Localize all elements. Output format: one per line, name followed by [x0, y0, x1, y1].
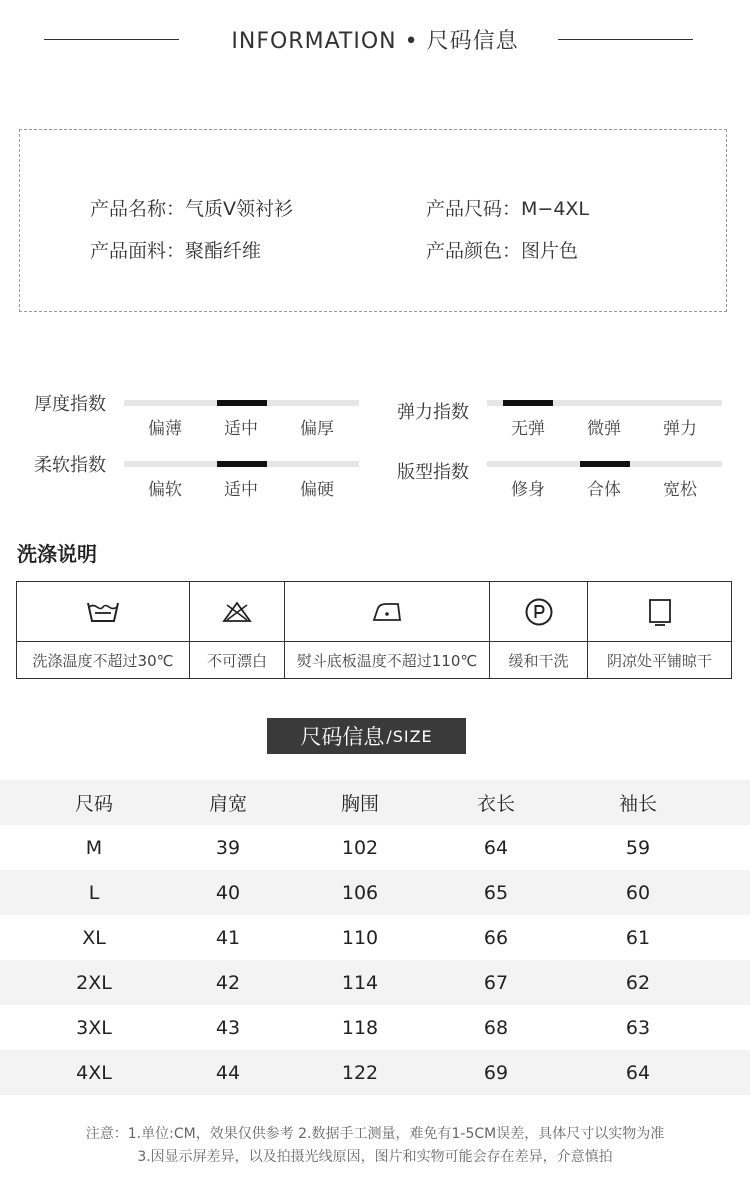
index-option: 适中 [224, 419, 258, 439]
index-option: 宽松 [663, 480, 697, 500]
care-cell [285, 582, 490, 678]
product-color: 产品颜色：图片色 [426, 240, 579, 262]
product-info-box [19, 129, 727, 312]
table-cell: 2XL [76, 971, 112, 994]
index-marker [580, 461, 630, 467]
table-cell: 61 [625, 926, 651, 949]
care-cell [490, 582, 588, 678]
care-text: 缓和干洗 [508, 651, 569, 670]
shade-dry-flat-icon [588, 582, 731, 642]
table-cell: M [85, 836, 103, 859]
table-cell: 62 [625, 971, 651, 994]
table-cell: 64 [483, 836, 509, 859]
table-cell: 69 [483, 1061, 509, 1084]
table-cell: 41 [215, 926, 241, 949]
index-bar [487, 461, 722, 467]
care-text: 熨斗底板温度不超过110℃ [296, 651, 478, 670]
no-bleach-icon [190, 582, 284, 642]
product-name: 产品名称：气质V领衬衫 [90, 198, 293, 220]
table-cell: 102 [341, 836, 379, 859]
index-option: 无弹 [511, 419, 545, 439]
table-row [0, 915, 750, 960]
table-header-cell: 衣长 [476, 793, 515, 815]
table-cell: 110 [341, 926, 379, 949]
table-cell: 68 [483, 1016, 509, 1039]
index-option: 微弹 [587, 419, 621, 439]
product-material: 产品面料：聚酯纤维 [90, 240, 262, 262]
table-cell: 67 [483, 971, 509, 994]
table-row [0, 1050, 750, 1095]
index-option: 合体 [587, 480, 621, 500]
care-table [16, 581, 732, 679]
note-line-1: 注意：1.单位:CM，效果仅供参考 2.数据手工测量，难免有1-5CM误差，具体尺寸以实物为准 [85, 1126, 665, 1142]
index-bar [124, 400, 359, 406]
index-option: 偏厚 [300, 419, 334, 439]
care-text: 阴凉处平铺晾干 [606, 651, 712, 670]
index-marker [503, 400, 553, 406]
size-title-sub: /SIZE [386, 726, 433, 746]
care-cell [588, 582, 731, 678]
index-bar [487, 400, 722, 406]
table-cell: 66 [483, 926, 509, 949]
dry-clean-p-icon [490, 582, 587, 642]
care-text: 不可漂白 [206, 651, 267, 670]
header-title: INFORMATION • 尺码信息 [231, 29, 519, 54]
table-cell: 3XL [76, 1016, 112, 1039]
table-cell: 122 [341, 1061, 379, 1084]
index-option: 适中 [224, 480, 258, 500]
table-cell: XL [82, 926, 106, 949]
index-label: 弹力指数 [397, 402, 469, 423]
table-cell: 59 [625, 836, 651, 859]
table-row [0, 960, 750, 1005]
size-title-main: 尺码信息 [300, 725, 385, 749]
table-header-cell: 胸围 [340, 793, 379, 815]
table-header-cell: 肩宽 [208, 793, 247, 815]
iron-icon [285, 582, 489, 642]
table-row [0, 1005, 750, 1050]
table-cell: 118 [341, 1016, 379, 1039]
index-label: 柔软指数 [34, 455, 106, 476]
index-marker [217, 400, 267, 406]
index-option: 偏软 [148, 480, 182, 500]
table-cell: 114 [341, 971, 379, 994]
product-size: 产品尺码：M−4XL [426, 198, 590, 220]
size-table [0, 780, 750, 1095]
index-label: 版型指数 [397, 462, 469, 483]
table-cell: 106 [341, 881, 379, 904]
wash-30-icon [17, 582, 189, 642]
note-line-2: 3.因显示屏差异，以及拍摄光线原因，图片和实物可能会存在差异，介意慎拍 [137, 1149, 613, 1165]
index-option: 偏薄 [148, 419, 182, 439]
table-cell: 43 [215, 1016, 241, 1039]
index-label: 厚度指数 [34, 394, 106, 415]
care-title: 洗涤说明 [17, 542, 97, 566]
index-option: 弹力 [663, 419, 697, 439]
table-cell: L [88, 881, 100, 904]
table-cell: 4XL [76, 1061, 112, 1084]
size-section-title [267, 718, 466, 754]
table-cell: 44 [215, 1061, 241, 1084]
table-cell: 60 [625, 881, 651, 904]
table-header-row [0, 780, 750, 825]
table-row [0, 870, 750, 915]
table-cell: 63 [625, 1016, 651, 1039]
care-text: 洗涤温度不超过30℃ [32, 651, 174, 670]
index-bar [124, 461, 359, 467]
table-cell: 39 [215, 836, 241, 859]
table-cell: 65 [483, 881, 509, 904]
care-cell [190, 582, 285, 678]
index-option: 修身 [511, 480, 545, 500]
index-option: 偏硬 [300, 480, 334, 500]
index-marker [217, 461, 267, 467]
table-header-cell: 尺码 [74, 793, 113, 815]
table-cell: 64 [625, 1061, 651, 1084]
table-cell: 42 [215, 971, 241, 994]
table-row [0, 825, 750, 870]
table-cell: 40 [215, 881, 241, 904]
table-header-cell: 袖长 [618, 793, 657, 815]
care-cell [17, 582, 190, 678]
